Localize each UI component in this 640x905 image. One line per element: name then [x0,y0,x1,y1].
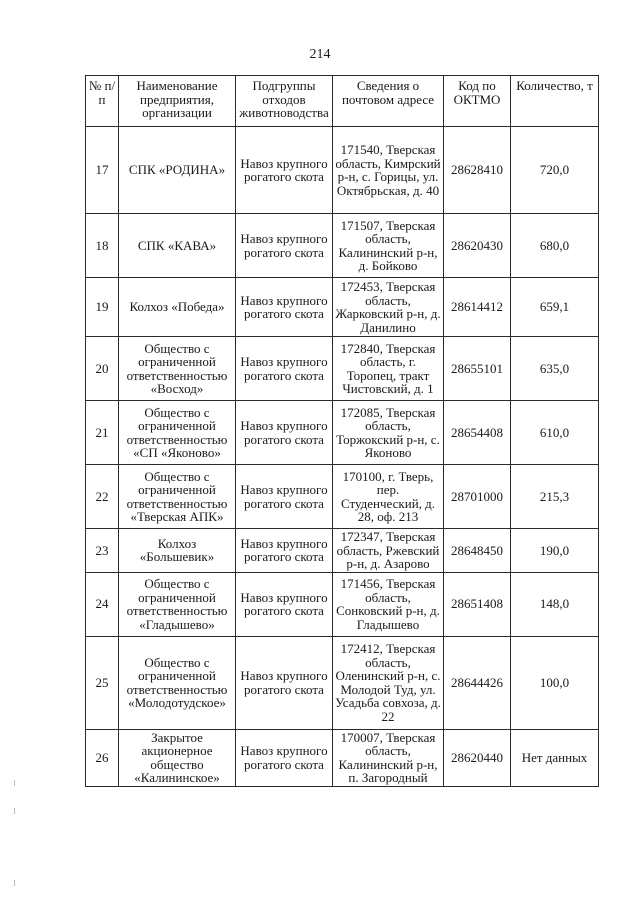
cell-subgroup: Навоз крупного рогатого скота [236,337,333,401]
cell-num: 21 [86,401,119,465]
cell-name: Закрытое акционерное общество «Калининское» [119,729,236,786]
cell-oktmo: 28620440 [444,729,511,786]
cell-subgroup: Навоз крупного рогатого скота [236,278,333,337]
cell-address: 170007, Тверская область, Калининский р-н, п. Загородный [333,729,444,786]
scan-mark [14,880,15,886]
table-row [86,572,599,636]
cell-num: 25 [86,636,119,729]
header-name: Наименование предприятия, организации [119,76,236,127]
cell-name: Общество с ограниченной ответственностью «Гладышево» [119,572,236,636]
scan-mark [14,808,15,814]
table-row [86,214,599,278]
cell-name: Общество с ограниченной ответственностью «Тверская АПК» [119,465,236,529]
cell-oktmo: 28628410 [444,127,511,214]
cell-subgroup: Навоз крупного рогатого скота [236,572,333,636]
cell-num: 24 [86,572,119,636]
cell-num: 26 [86,729,119,786]
cell-address: 172347, Тверская область, Ржевский р-н, д. Азарово [333,529,444,573]
header-qty: Количество, т [511,76,599,127]
header-subgroup: Подгруппы отходов животноводства [236,76,333,127]
cell-qty: 190,0 [511,529,599,573]
cell-qty: 148,0 [511,572,599,636]
cell-qty: Нет данных [511,729,599,786]
cell-subgroup: Навоз крупного рогатого скота [236,465,333,529]
cell-qty: 610,0 [511,401,599,465]
cell-name: Колхоз «Большевик» [119,529,236,573]
cell-name: Общество с ограниченной ответственностью «Восход» [119,337,236,401]
header-num: № п/п [86,76,119,127]
cell-qty: 215,3 [511,465,599,529]
cell-name: СПК «РОДИНА» [119,127,236,214]
cell-address: 171540, Тверская область, Кимрский р-н, с. Горицы, ул. Октябрьская, д. 40 [333,127,444,214]
table-row [86,278,599,337]
cell-oktmo: 28654408 [444,401,511,465]
waste-table [85,75,599,787]
cell-oktmo: 28620430 [444,214,511,278]
cell-address: 172453, Тверская область, Жарковский р-н, д. Данилино [333,278,444,337]
cell-subgroup: Навоз крупного рогатого скота [236,729,333,786]
table-row [86,465,599,529]
table-row [86,401,599,465]
cell-address: 171507, Тверская область, Калининский р-н, д. Бойково [333,214,444,278]
cell-subgroup: Навоз крупного рогатого скота [236,529,333,573]
cell-address: 170100, г. Тверь, пер. Студенческий, д. 28, оф. 213 [333,465,444,529]
cell-num: 22 [86,465,119,529]
cell-subgroup: Навоз крупного рогатого скота [236,214,333,278]
cell-num: 19 [86,278,119,337]
cell-qty: 659,1 [511,278,599,337]
cell-oktmo: 28614412 [444,278,511,337]
cell-oktmo: 28655101 [444,337,511,401]
cell-num: 18 [86,214,119,278]
cell-qty: 100,0 [511,636,599,729]
cell-num: 17 [86,127,119,214]
cell-address: 171456, Тверская область, Сонковский р-н, д. Гладышево [333,572,444,636]
page-number: 214 [309,47,331,62]
table-header-row [86,76,599,127]
scan-mark [14,780,15,786]
cell-name: Общество с ограниченной ответственностью «Молодотудское» [119,636,236,729]
table-row [86,127,599,214]
cell-address: 172412, Тверская область, Оленинский р-н, с. Молодой Туд, ул. Усадьба совхоза, д. 22 [333,636,444,729]
header-oktmo: Код по ОКТМО [444,76,511,127]
cell-name: Общество с ограниченной ответственностью «СП «Яконово» [119,401,236,465]
cell-subgroup: Навоз крупного рогатого скота [236,636,333,729]
cell-subgroup: Навоз крупного рогатого скота [236,401,333,465]
cell-address: 172085, Тверская область, Торжокский р-н, с. Яконово [333,401,444,465]
cell-qty: 680,0 [511,214,599,278]
cell-address: 172840, Тверская область, г. Торопец, тракт Чистовский, д. 1 [333,337,444,401]
cell-name: СПК «КАВА» [119,214,236,278]
cell-oktmo: 28644426 [444,636,511,729]
cell-oktmo: 28701000 [444,465,511,529]
cell-qty: 635,0 [511,337,599,401]
table-row [86,337,599,401]
cell-num: 23 [86,529,119,573]
cell-oktmo: 28648450 [444,529,511,573]
table-row [86,729,599,786]
cell-subgroup: Навоз крупного рогатого скота [236,127,333,214]
header-address: Сведения о почтовом адресе [333,76,444,127]
cell-oktmo: 28651408 [444,572,511,636]
cell-num: 20 [86,337,119,401]
cell-qty: 720,0 [511,127,599,214]
cell-name: Колхоз «Победа» [119,278,236,337]
table-row [86,529,599,573]
table-row [86,636,599,729]
